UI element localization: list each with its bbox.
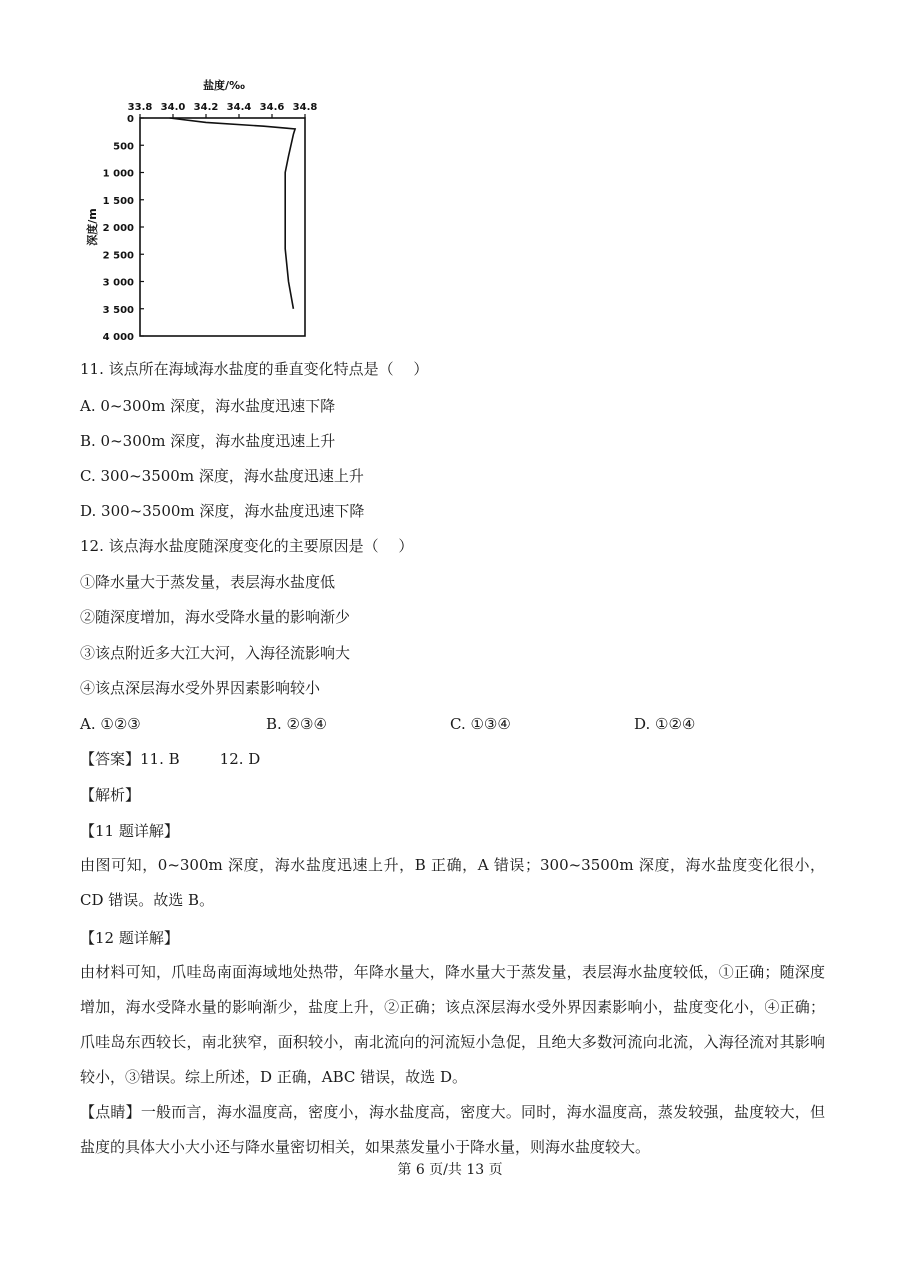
q11-option-c: C. 300~3500m 深度，海水盐度迅速上升 (80, 467, 364, 485)
chart-title: 盐度/‰ (203, 79, 245, 92)
y-tick-label: 3 000 (102, 277, 134, 289)
x-tick-label: 34.6 (259, 102, 285, 113)
y-tick-label: 1 500 (102, 195, 134, 207)
salinity-series-line (170, 118, 295, 309)
y-tick-label: 4 000 (102, 332, 134, 343)
detail12-text: 由材料可知，爪哇岛南面海域地处热带，年降水量大，降水量大于蒸发量，表层海水盐度较低，①正确；随深度增加，海水受降水量的影响渐少，盐度上升，②正确；该点深层海水受外界因素影响小，盐度变化小，④正确；爪哇岛东西较长，南北狭窄，面积较小，南北流向的河流短小急促，且绝大多数河流向北流，入海径流对其影响较小，③错误。综上所述，D 正确，ABC 错误，故选 D。 (80, 963, 825, 1086)
q12-option-a: A. ①②③ (80, 715, 141, 733)
x-tick-label: 34.0 (160, 102, 186, 113)
x-tick-label: 34.4 (226, 102, 252, 113)
q12-stem: 12. 该点海水盐度随深度变化的主要原因是（ ） (80, 537, 414, 555)
analysis-label: 【解析】 (80, 786, 141, 804)
tip-text: 【点睛】一般而言，海水温度高，密度小，海水盐度高，密度大。同时，海水温度高，蒸发较强，盐度较大，但盐度的具体大小大小还与降水量密切相关，如果蒸发量小于降水量，则海水盐度较大。 (80, 1103, 825, 1156)
q12-statement-3: ③该点附近多大江大河，入海径流影响大 (80, 644, 351, 662)
x-tick-label: 34.8 (292, 102, 318, 113)
answer-second: 12. D (219, 750, 261, 768)
q11-option-d: D. 300~3500m 深度，海水盐度迅速下降 (80, 502, 365, 520)
plot-frame (140, 118, 305, 336)
y-tick-label: 2 000 (102, 223, 134, 234)
q12-statement-1: ①降水量大于蒸发量，表层海水盐度低 (80, 573, 336, 591)
page-footer: 第 6 页/共 13 页 (397, 1162, 503, 1178)
q12-statement-4: ④该点深层海水受外界因素影响较小 (80, 679, 321, 697)
y-tick-labels (103, 114, 134, 343)
answer-line (80, 748, 260, 770)
q12-option-d: D. ①②④ (634, 715, 696, 733)
q11-option-a: A. 0~300m 深度，海水盐度迅速下降 (80, 397, 336, 415)
q12-option-c: C. ①③④ (450, 715, 511, 733)
salinity-depth-chart (80, 75, 340, 350)
q12-statement-2: ②随深度增加，海水受降水量的影响渐少 (80, 608, 351, 626)
answer-label: 【答案】11. B (80, 750, 180, 768)
detail12-title: 【12 题详解】 (80, 929, 179, 947)
q12-option-b: B. ②③④ (266, 715, 327, 733)
y-axis-label: 深度/m (86, 208, 99, 246)
detail11-title: 【11 题详解】 (80, 822, 179, 840)
y-tick-label: 500 (113, 141, 134, 153)
y-tick-label: 2 500 (102, 250, 134, 262)
y-tick-label: 0 (127, 114, 134, 125)
q11-stem: 11. 该点所在海域海水盐度的垂直变化特点是（ ） (80, 360, 429, 378)
y-tick-label: 3 500 (102, 304, 134, 316)
y-tick-label: 1 000 (102, 168, 134, 180)
x-tick-labels (128, 102, 318, 113)
detail11-text: 由图可知，0~300m 深度，海水盐度迅速上升，B 正确，A 错误；300~3500m 深度，海水盐度变化很小，CD 错误。故选 B。 (80, 856, 825, 909)
x-tick-label: 33.8 (127, 102, 153, 113)
q11-option-b: B. 0~300m 深度，海水盐度迅速上升 (80, 432, 336, 450)
x-tick-label: 34.2 (193, 102, 219, 113)
